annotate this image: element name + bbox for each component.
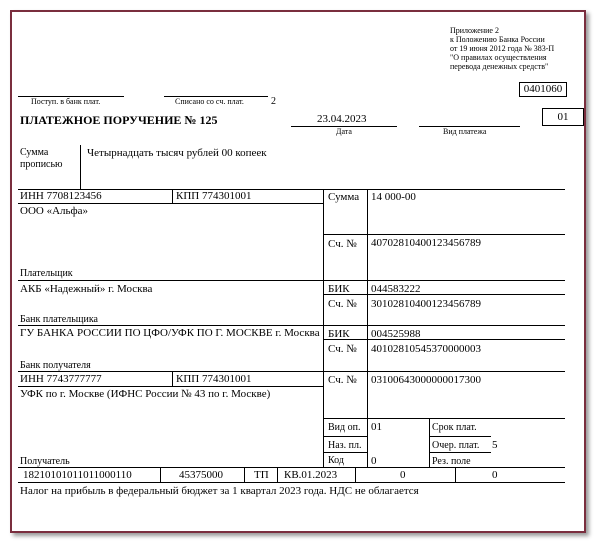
- recipient-bank-account-label: Сч. №: [328, 343, 357, 355]
- payer-name: ООО «Альфа»: [20, 205, 89, 217]
- recipient-bank-account: 40102810545370000003: [371, 343, 481, 355]
- op-type-label: Вид оп.: [328, 422, 361, 433]
- deadline-label: Срок плат.: [432, 422, 477, 433]
- code-value: 0: [371, 455, 377, 467]
- grid-line: [160, 467, 161, 482]
- payer-bank-account: 30102810400123456789: [371, 298, 481, 310]
- payment-type-label: Вид платежа: [443, 127, 487, 136]
- tax-doc-date: 0: [492, 469, 498, 481]
- appendix-note: [450, 26, 554, 71]
- payment-kind-box: 01: [542, 108, 584, 126]
- grid-line: [323, 294, 565, 295]
- amount-words-value: Четырнадцать тысяч рублей 00 копеек: [87, 147, 267, 159]
- payer-bank-account-label: Сч. №: [328, 298, 357, 310]
- grid-line: [18, 467, 565, 468]
- grid-line: [244, 467, 245, 482]
- recipient-bank-name: ГУ БАНКА РОССИИ ПО ЦФО/УФК ПО Г. МОСКВЕ г. Москва: [20, 327, 320, 339]
- tax-oktmo: 45375000: [179, 469, 223, 481]
- grid-line: [18, 371, 565, 372]
- grid-line: [355, 467, 356, 482]
- grid-line: [323, 436, 367, 437]
- payer-bank-name: АКБ «Надежный» г. Москва: [20, 283, 153, 295]
- payment-purpose: Налог на прибыль в федеральный бюджет за 1 квартал 2023 года. НДС не облагается: [20, 485, 419, 497]
- appendix-line: Приложение 2: [450, 26, 499, 35]
- payer-bank-bik: 044583222: [371, 283, 421, 295]
- code-label: Код: [328, 455, 344, 466]
- grid-line: [323, 234, 565, 235]
- grid-line: [323, 452, 367, 453]
- payer-inn: ИНН 7708123456: [20, 190, 102, 202]
- order-label: Очер. плат.: [432, 440, 480, 451]
- debited-label: Списано со сч. плат.: [175, 97, 244, 106]
- recipient-bank-bik: 004525988: [371, 328, 421, 340]
- grid-line: [455, 467, 456, 482]
- grid-line: [429, 418, 430, 467]
- appendix-line: перевода денежных средств": [450, 62, 549, 71]
- recipient-bank-bik-label: БИК: [328, 328, 350, 340]
- recipient-bank-label: Банк получателя: [20, 360, 91, 371]
- grid-line: [18, 203, 323, 204]
- amount-words-label-1: Сумма: [20, 147, 49, 158]
- form-code-box: 0401060: [519, 82, 567, 97]
- grid-line: [367, 189, 368, 467]
- grid-line: [172, 371, 173, 386]
- grid-line: [429, 452, 491, 453]
- purpose-code-label: Наз. пл.: [328, 440, 362, 451]
- received-label: Поступ. в банк плат.: [31, 97, 101, 106]
- document-title: ПЛАТЕЖНОЕ ПОРУЧЕНИЕ № 125: [20, 113, 218, 127]
- grid-line: [323, 418, 565, 419]
- payer-label: Плательщик: [20, 268, 73, 279]
- payer-account: 40702810400123456789: [371, 237, 481, 249]
- amount-words-divider: [80, 145, 81, 189]
- amount-words-label-2: прописью: [20, 159, 63, 170]
- grid-line: [18, 386, 323, 387]
- recipient-label: Получатель: [20, 456, 70, 467]
- recipient-account-label: Сч. №: [328, 374, 357, 386]
- appendix-line: от 19 июня 2012 года № 383-П: [450, 44, 555, 53]
- grid-line: [323, 189, 324, 467]
- payer-kpp: КПП 774301001: [176, 190, 252, 202]
- tax-kbk: 18210101011011000110: [23, 469, 132, 481]
- payer-bank-label: Банк плательщика: [20, 314, 98, 325]
- date-label: Дата: [336, 127, 352, 136]
- reserve-label: Рез. поле: [432, 456, 471, 467]
- grid-line: [323, 339, 565, 340]
- status-code: 2: [271, 96, 276, 107]
- appendix-line: к Положению Банка России: [450, 35, 545, 44]
- op-type-value: 01: [371, 421, 382, 433]
- payer-bank-bik-label: БИК: [328, 283, 350, 295]
- grid-line: [429, 436, 491, 437]
- grid-line: [172, 189, 173, 203]
- recipient-name: УФК по г. Москве (ИФНС России № 43 по г. Москве): [20, 388, 271, 400]
- date-value: 23.04.2023: [317, 113, 367, 125]
- tax-basis: ТП: [254, 469, 269, 481]
- grid-line: [277, 467, 278, 482]
- grid-line: [18, 280, 565, 281]
- sum-value: 14 000-00: [371, 191, 416, 203]
- amount-words-label: [20, 147, 63, 171]
- tax-period: КВ.01.2023: [284, 469, 338, 481]
- grid-line: [18, 325, 565, 326]
- recipient-account: 03100643000000017300: [371, 374, 481, 386]
- appendix-line: "О правилах осуществления: [450, 53, 547, 62]
- payer-account-label: Сч. №: [328, 238, 357, 250]
- sum-label: Сумма: [328, 191, 360, 203]
- order-value: 5: [492, 439, 498, 451]
- tax-doc-number: 0: [400, 469, 406, 481]
- recipient-kpp: КПП 774301001: [176, 373, 252, 385]
- payment-order-form: [10, 10, 586, 533]
- recipient-inn: ИНН 7743777777: [20, 373, 102, 385]
- grid-line: [18, 482, 565, 483]
